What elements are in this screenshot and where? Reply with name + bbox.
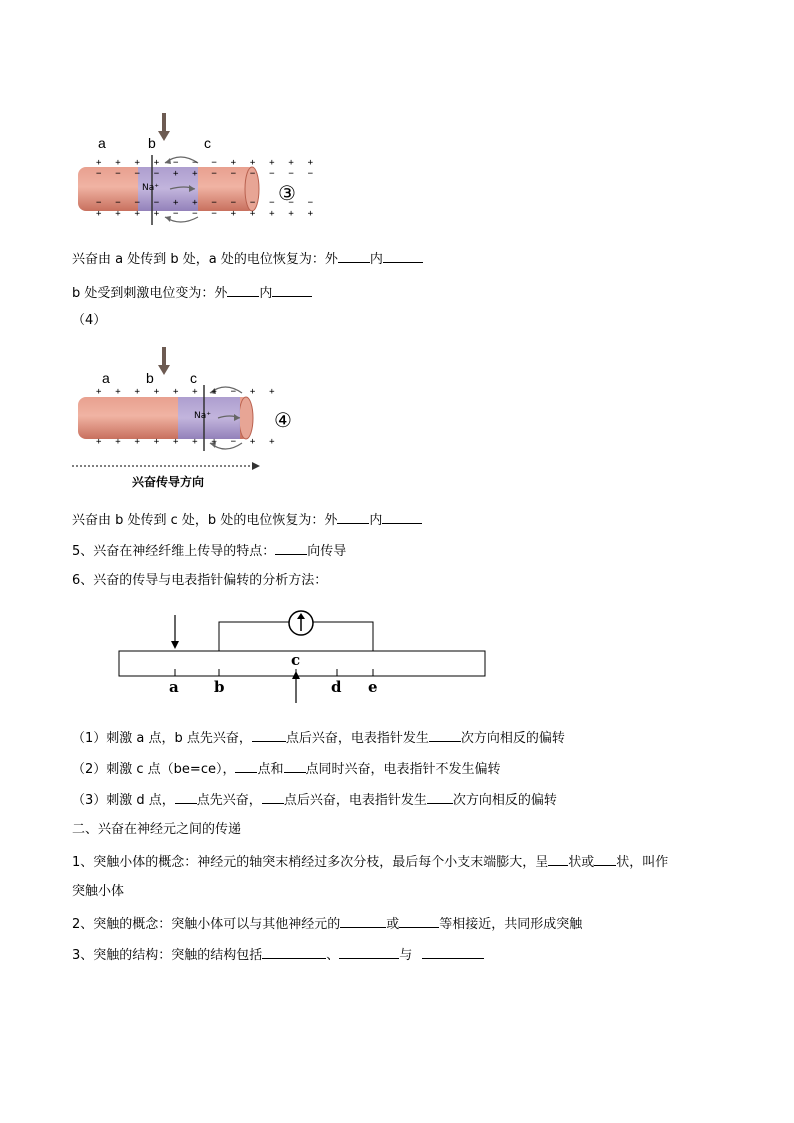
label-c: c [190, 370, 197, 386]
answer-blank[interactable] [382, 510, 422, 524]
label-b: b [146, 370, 154, 386]
figure-number-4: ④ [274, 408, 292, 432]
item-5: 5、兴奋在神经纤维上传导的特点： 向传导 [72, 541, 346, 561]
answer-blank[interactable] [339, 945, 399, 959]
answer-blank[interactable] [594, 852, 616, 866]
label-b: b [148, 135, 156, 151]
figure-3 [70, 105, 318, 230]
inner-charges-top: − − − − + + − − − − − − [96, 169, 318, 179]
conduction-direction-caption: 兴奋传导方向 [132, 475, 205, 489]
question-3-line-2: b 处受到刺激电位变为：外 内 [72, 283, 312, 303]
outer-charges-bottom: + + + + + + + − + + [96, 437, 279, 447]
item-1-continued: 突触小体 [72, 884, 125, 899]
point-b: b [214, 678, 225, 696]
answer-blank[interactable] [252, 728, 286, 742]
answer-blank[interactable] [383, 249, 423, 263]
point-d: d [331, 678, 342, 696]
point-c: c [291, 651, 301, 669]
outer-charges-top: + + + + + + + − + + [96, 387, 279, 397]
answer-blank[interactable] [227, 283, 259, 297]
figure-4 [70, 345, 310, 495]
question-3-line-1: 兴奋由 a 处传到 b 处，a 处的电位恢复为：外 内 [72, 249, 423, 269]
answer-blank[interactable] [422, 945, 484, 959]
sodium-ion-label: Na⁺ [142, 183, 159, 193]
item-2: 2、突触的概念：突触小体可以与其他神经元的 或 等相接近，共同形成突触 [72, 914, 582, 934]
stimulus-2: （2）刺激 c 点（be=ce）， 点和 点同时兴奋，电表指针不发生偏转 [72, 759, 501, 779]
section-2-heading: 二、兴奋在神经元之间的传递 [72, 822, 242, 837]
stimulus-1: （1）刺激 a 点，b 点先兴奋， 点后兴奋，电表指针发生 次方向相反的偏转 [72, 728, 565, 748]
answer-blank[interactable] [262, 790, 284, 804]
answer-blank[interactable] [275, 541, 307, 555]
outer-charges-top: + + + + − − − + + + + + [96, 158, 318, 168]
answer-blank[interactable] [175, 790, 197, 804]
point-a: a [169, 678, 179, 696]
point-e: e [368, 678, 378, 696]
stimulus-3: （3）刺激 d 点， 点先兴奋， 点后兴奋，电表指针发生 次方向相反的偏转 [72, 790, 557, 810]
answer-blank[interactable] [548, 852, 568, 866]
answer-blank[interactable] [337, 510, 369, 524]
answer-blank[interactable] [399, 914, 439, 928]
answer-blank[interactable] [429, 728, 461, 742]
answer-blank[interactable] [284, 759, 306, 773]
label-a: a [98, 135, 106, 151]
subheading-4: （4） [72, 313, 107, 328]
outer-charges-bottom: + + + + − − − + + + + + [96, 209, 318, 219]
answer-blank[interactable] [272, 283, 312, 297]
label-c: c [204, 135, 211, 151]
answer-blank[interactable] [427, 790, 453, 804]
label-a: a [102, 370, 110, 386]
galvanometer-figure [110, 605, 500, 705]
inner-charges-bottom: − − − − + + − − − − − − [96, 198, 318, 208]
item-6: 6、兴奋的传导与电表指针偏转的分析方法： [72, 573, 328, 588]
figure-number-3: ③ [278, 181, 296, 205]
answer-blank[interactable] [262, 945, 326, 959]
item-3: 3、突触的结构：突触的结构包括 、 与 [72, 945, 484, 965]
sodium-ion-label: Na⁺ [194, 411, 211, 421]
answer-blank[interactable] [338, 249, 370, 263]
question-4-line: 兴奋由 b 处传到 c 处，b 处的电位恢复为：外 内 [72, 510, 422, 530]
answer-blank[interactable] [340, 914, 386, 928]
item-1: 1、突触小体的概念：神经元的轴突末梢经过多次分枝，最后每个小支末端膨大，呈 状或 状，叫作 [72, 852, 668, 872]
answer-blank[interactable] [235, 759, 257, 773]
